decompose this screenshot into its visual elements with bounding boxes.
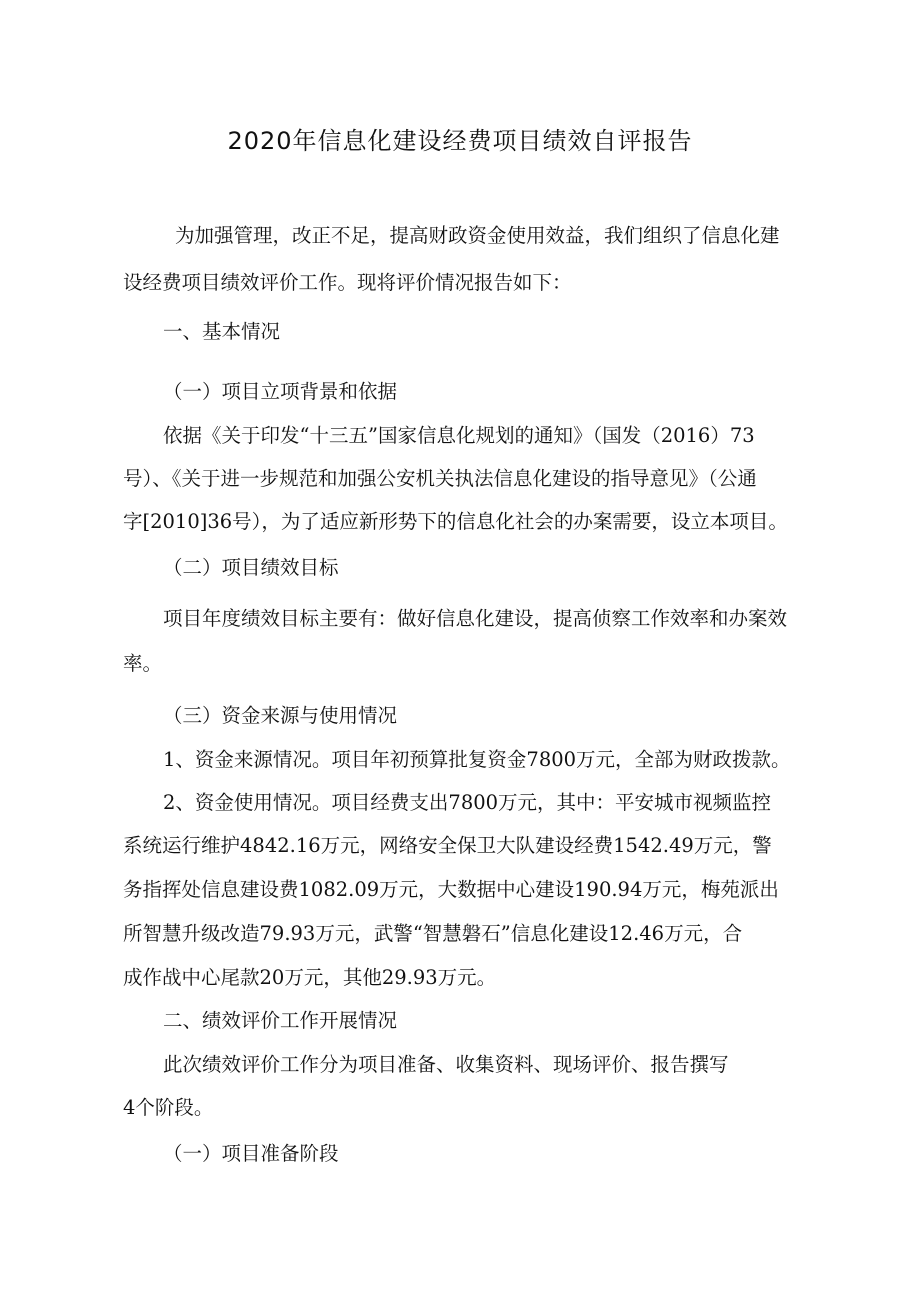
paragraph-line: 1、资金来源情况。项目年初预算批复资金7800万元，全部为财政拨款。 bbox=[163, 748, 791, 771]
paragraph-line: 系统运行维护4842.16万元，网络安全保卫大队建设经费1542.49万元，警 bbox=[123, 834, 772, 857]
paragraph-line: 此次绩效评价工作分为项目准备、收集资料、现场评价、报告撰写 bbox=[163, 1053, 729, 1076]
subsection-1-2-heading: （二）项目绩效目标 bbox=[163, 556, 339, 579]
paragraph-line: 号）、《关于进一步规范和加强公安机关执法信息化建设的指导意见》（公通 bbox=[123, 467, 757, 490]
subsection-1-1-heading: （一）项目立项背景和依据 bbox=[163, 380, 398, 403]
paragraph-line: 务指挥处信息建设费1082.09万元，大数据中心建设190.94万元，梅苑派出 bbox=[123, 878, 779, 901]
paragraph-line: 4个阶段。 bbox=[123, 1096, 214, 1119]
paragraph-line: 项目年度绩效目标主要有：做好信息化建设，提高侦察工作效率和办案效 bbox=[163, 607, 788, 630]
section-1-heading: 一、基本情况 bbox=[163, 320, 281, 343]
paragraph-line: 字[2010]36号），为了适应新形势下的信息化社会的办案需要，设立本项目。 bbox=[123, 510, 788, 533]
subsection-2-1-heading: （一）项目准备阶段 bbox=[163, 1142, 339, 1165]
section-2-heading: 二、绩效评价工作开展情况 bbox=[163, 1009, 398, 1032]
paragraph-line: 依据《关于印发“十三五”国家信息化规划的通知》（国发（2016）73 bbox=[163, 424, 755, 447]
document-title: 2020年信息化建设经费项目绩效自评报告 bbox=[227, 127, 693, 155]
paragraph-line: 2、资金使用情况。项目经费支出7800万元，其中：平安城市视频监控 bbox=[163, 791, 772, 814]
paragraph-line: 成作战中心尾款20万元，其他29.93万元。 bbox=[123, 966, 497, 989]
subsection-1-3-heading: （三）资金来源与使用情况 bbox=[163, 704, 398, 727]
intro-line-1: 为加强管理，改正不足，提高财政资金使用效益，我们组织了信息化建 bbox=[175, 224, 780, 247]
paragraph-line: 所智慧升级改造79.93万元，武警“智慧磐石”信息化建设12.46万元，合 bbox=[123, 922, 743, 945]
intro-line-2: 设经费项目绩效评价工作。现将评价情况报告如下： bbox=[123, 271, 572, 294]
paragraph-line: 率。 bbox=[123, 652, 163, 675]
